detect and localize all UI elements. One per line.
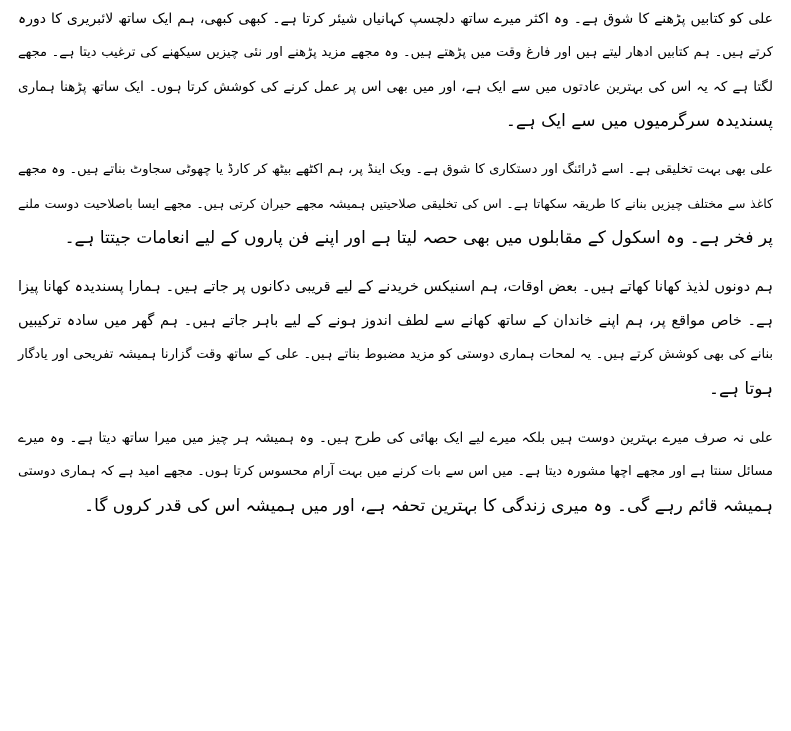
paragraph-line: کرتے ہیں۔ ہم کتابیں ادھار لیتے ہیں اور فارغ وقت میں پڑھتے ہیں۔ وہ مجھے مزید پڑھنے اور نئی چیزیں سیکھنے کی ترغیب دیتا ہے۔ مجھے <box>18 45 773 60</box>
paragraph-line: ہمیشہ قائم رہے گی۔ وہ میری زندگی کا بہترین تحفہ ہے، اور میں ہمیشہ اس کی قدر کروں گا۔ <box>84 496 773 516</box>
paragraph-line: کاغذ سے مختلف چیزیں بنانے کا طریقہ سکھاتا ہے۔ اس کی تخلیقی صلاحیتیں ہمیشہ مجھے حیران کرتی ہیں۔ مجھے ایسا باصلاحیت دوست ملنے <box>18 196 773 211</box>
paragraph-line: بنانے کی بھی کوشش کرتے ہیں۔ یہ لمحات ہماری دوستی کو مزید مضبوط بناتے ہیں۔ علی کے ساتھ وقت گزارنا ہمیشہ تفریحی اور یادگار <box>18 347 773 362</box>
paragraph-line: ہم دونوں لذیذ کھانا کھاتے ہیں۔ بعض اوقات، ہم اسنیکس خریدنے کے لیے قریبی دکانوں پر جاتے ہیں۔ ہمارا پسندیدہ کھانا پیزا <box>18 279 773 295</box>
paragraph-line: ہے۔ خاص مواقع پر، ہم اپنے خاندان کے ساتھ کھانے سے لطف اندوز ہونے کے لیے باہر جاتے ہیں۔ ہم گھر میں سادہ ترکیبیں <box>18 313 773 329</box>
paragraph-friendship <box>18 421 773 523</box>
paragraph-creativity <box>18 153 773 255</box>
paragraph-food <box>18 270 773 406</box>
paragraph-line: علی کو کتابیں پڑھنے کا شوق ہے۔ وہ اکثر میرے ساتھ دلچسپ کہانیاں شیئر کرتا ہے۔ کبھی کبھی، ہم ایک ساتھ لائبریری کا دورہ <box>18 11 773 27</box>
paragraph-line: علی بھی بہت تخلیقی ہے۔ اسے ڈرائنگ اور دستکاری کا شوق ہے۔ ویک اینڈ پر، ہم اکٹھے بیٹھ کر کارڈ یا چھوٹی سجاوٹ بناتے ہیں۔ وہ مجھے <box>18 162 773 177</box>
paragraph-line: لگتا ہے کہ یہ اس کی بہترین عادتوں میں سے ایک ہے، اور میں بھی اس پر عمل کرنے کی کوشش کرتا ہوں۔ ایک ساتھ پڑھنا ہماری <box>18 79 773 95</box>
paragraph-line: ہوتا ہے۔ <box>709 379 773 399</box>
paragraph-line: پر فخر ہے۔ وہ اسکول کے مقابلوں میں بھی حصہ لیتا ہے اور اپنے فن پاروں کے لیے انعامات جیتتا ہے۔ <box>64 228 773 248</box>
paragraph-line: مسائل سنتا ہے اور مجھے اچھا مشورہ دیتا ہے۔ میں اس سے بات کرنے میں بہت آرام محسوس کرتا ہوں۔ مجھے امید ہے کہ ہماری دوستی <box>18 464 773 479</box>
paragraph-reading <box>18 2 773 138</box>
paragraph-line: پسندیدہ سرگرمیوں میں سے ایک ہے۔ <box>505 111 773 131</box>
paragraph-line: علی نہ صرف میرے بہترین دوست ہیں بلکہ میرے لیے ایک بھائی کی طرح ہیں۔ وہ ہمیشہ ہر چیز میں میرا ساتھ دیتا ہے۔ وہ میرے <box>18 430 773 446</box>
